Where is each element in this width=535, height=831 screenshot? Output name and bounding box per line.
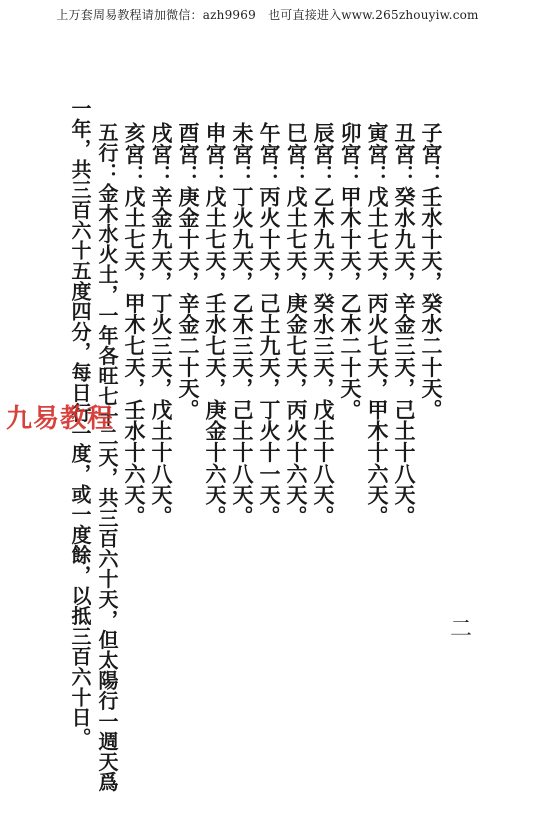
watermark-logo: 九易教程 — [6, 404, 115, 434]
text-column-chou: 丑宮：癸水九天，辛金三天，己土十八天。 — [392, 122, 417, 527]
text-column-hai: 亥宮：戊土七天，甲木七天，壬水十六天。 — [122, 122, 147, 527]
text-column-wei: 未宮：丁火九天，乙木三天，己土十八天。 — [230, 122, 255, 527]
text-column-yin: 寅宮：戊土七天，丙火七天，甲木十六天。 — [365, 122, 390, 527]
text-column-mao: 卯宮：甲木十天，乙木二十天。 — [338, 122, 363, 421]
text-column-you: 酉宮：庚金十天，辛金二十天。 — [176, 122, 201, 421]
text-column-si: 巳宮：戊土七天，庚金七天，丙火十六天。 — [284, 122, 309, 527]
header-banner: 上万套周易教程请加微信：azh9969 也可直接进入www.265zhouyiw.com — [56, 8, 479, 22]
text-column-xu: 戌宮：辛金九天，丁火三天，戊土十八天。 — [149, 122, 174, 527]
text-column-wu: 午宮：丙火十天，己土九天，丁火十一天。 — [257, 122, 282, 527]
text-column-chen: 辰宮：乙木九天，癸水三天，戊土十八天。 — [311, 122, 336, 527]
page-number: 二 — [450, 617, 473, 642]
text-column-shen: 申宮：戊土七天，壬水七天，庚金十六天。 — [203, 122, 228, 527]
text-column-zi: 子宮：壬水十天，癸水二十天。 — [419, 122, 444, 421]
text-column-wuxing: 五行：金木水火土，一年各旺七十二天，共三百六十天，但太陽行一週天爲 — [95, 122, 119, 792]
text-column-year: 一年，共三百六十五度四分，每日行一度，或一度餘，以抵三百六十日。 — [68, 98, 92, 748]
